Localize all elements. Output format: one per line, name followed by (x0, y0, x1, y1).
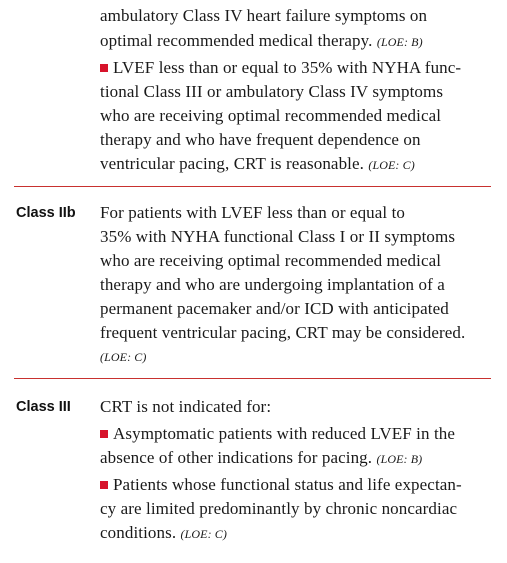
section-divider (14, 186, 491, 187)
text-line: conditions. (LOE: C) (100, 523, 228, 542)
loe-label: (LOE: C) (180, 527, 228, 541)
text-line: For patients with LVEF less than or equal to (100, 203, 406, 222)
class-iii-label: Class III (16, 399, 71, 415)
text-line: therapy and who are undergoing implantation of a (100, 275, 445, 294)
text-line: who are receiving optimal recommended medical (100, 251, 442, 270)
class-iib-label: Class IIb (16, 205, 76, 221)
text-line (100, 346, 146, 367)
text-line: 35% with NYHA functional Class I or II symptoms (100, 227, 456, 246)
loe-label: (LOE: B) (376, 452, 423, 466)
text-line: ambulatory Class IV heart failure symptoms on (100, 6, 428, 25)
bullet-square-icon (100, 481, 108, 489)
section-divider (14, 378, 491, 379)
bullet-item: LVEF less than or equal to 35% with NYHA func- (100, 58, 461, 78)
text-line: therapy and who have frequent dependence on (100, 130, 421, 149)
text-line: frequent ventricular pacing, CRT may be considered. (100, 323, 466, 342)
text-line: cy are limited predominantly by chronic noncardiac (100, 499, 458, 518)
bullet-square-icon (100, 64, 108, 72)
loe-label: (LOE: C) (100, 350, 147, 364)
text-line: permanent pacemaker and/or ICD with anticipated (100, 299, 449, 318)
bullet-item: Asymptomatic patients with reduced LVEF in the (100, 424, 455, 444)
text-line: who are receiving optimal recommended medical (100, 106, 442, 125)
bullet-item: Patients whose functional status and life expectan- (100, 475, 462, 495)
text-line: CRT is not indicated for: (100, 397, 272, 416)
text-line: tional Class III or ambulatory Class IV symptoms (100, 82, 444, 101)
loe-label: (LOE: B) (376, 35, 423, 49)
text-line: ventricular pacing, CRT is reasonable. (LOE: C) (100, 154, 415, 173)
bullet-square-icon (100, 430, 108, 438)
text-line: optimal recommended medical therapy. (LOE: B) (100, 31, 423, 50)
text-line: absence of other indications for pacing. (LOE: B) (100, 448, 423, 467)
loe-label: (LOE: C) (368, 158, 415, 172)
